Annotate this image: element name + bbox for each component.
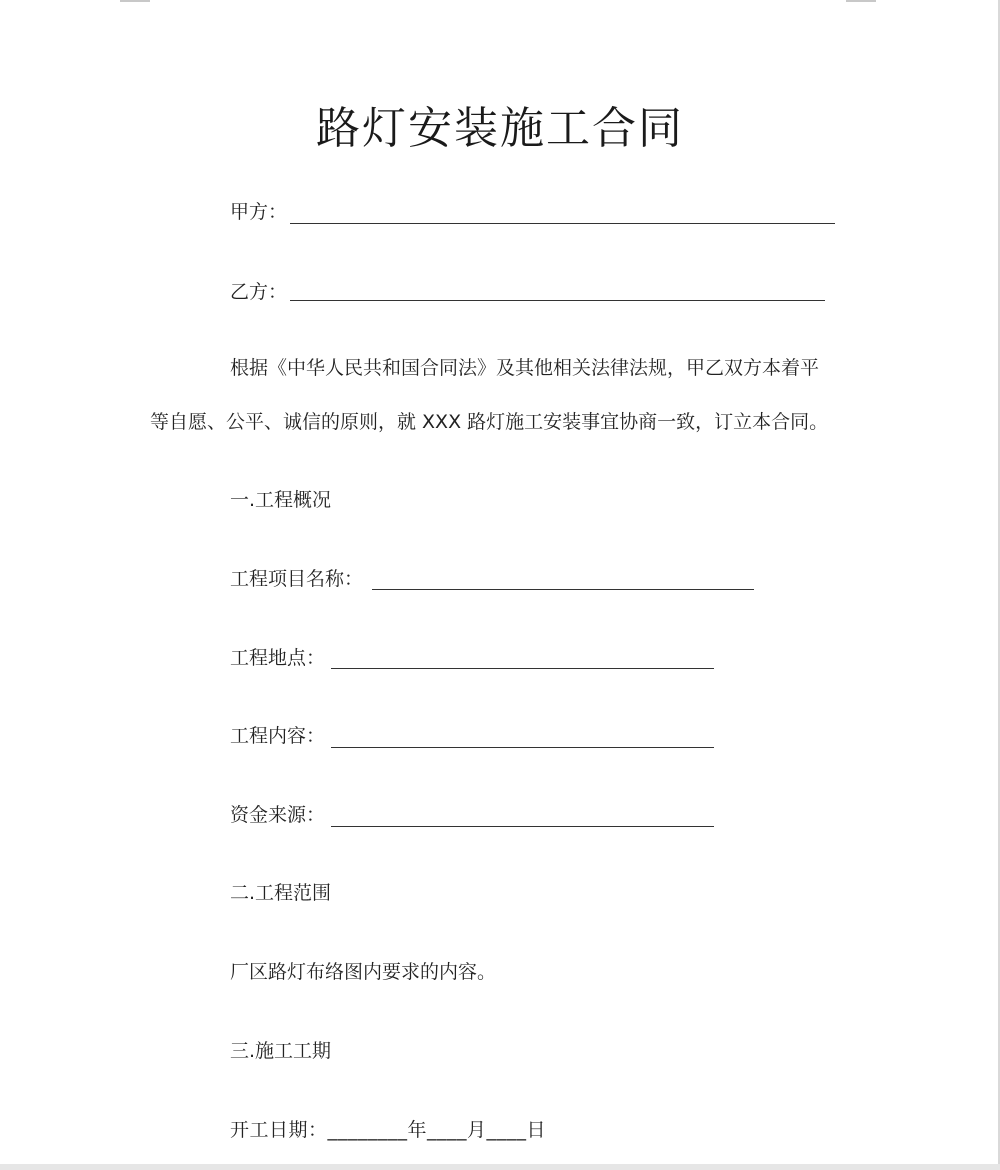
party-b-blank[interactable]: [290, 300, 825, 301]
document-title: 路灯安装施工合同: [316, 103, 684, 154]
page-edge-bottom: [0, 1164, 1000, 1170]
scope-text: 厂区路灯布络图内要求的内容。: [230, 961, 497, 983]
party-a-blank[interactable]: [290, 223, 835, 224]
funding-source-label: 资金来源：: [230, 804, 326, 826]
crop-mark-left: [120, 0, 150, 2]
intro-paragraph-line2: 等自愿、公平、诚信的原则，就 XXX 路灯施工安装事宜协商一致，订立本合同。: [150, 411, 829, 433]
section3-heading: 三.施工工期: [230, 1040, 332, 1062]
crop-mark-right: [846, 0, 876, 2]
funding-source-blank[interactable]: [331, 826, 714, 827]
project-name-blank[interactable]: [372, 589, 754, 590]
project-content-blank[interactable]: [331, 747, 714, 748]
project-location-blank[interactable]: [331, 668, 714, 669]
project-location-label: 工程地点：: [230, 647, 326, 669]
project-name-label: 工程项目名称：: [230, 568, 364, 590]
party-b-label: 乙方：: [230, 281, 288, 303]
intro-paragraph-line1: 根据《中华人民共和国合同法》及其他相关法律法规，甲乙双方本着平: [230, 357, 820, 379]
section2-heading: 二.工程范围: [230, 882, 332, 904]
project-content-label: 工程内容：: [230, 725, 326, 747]
start-date-line: 开工日期：________年____月____日: [230, 1119, 547, 1141]
section1-heading: 一.工程概况: [230, 489, 332, 511]
party-a-label: 甲方：: [230, 201, 288, 223]
